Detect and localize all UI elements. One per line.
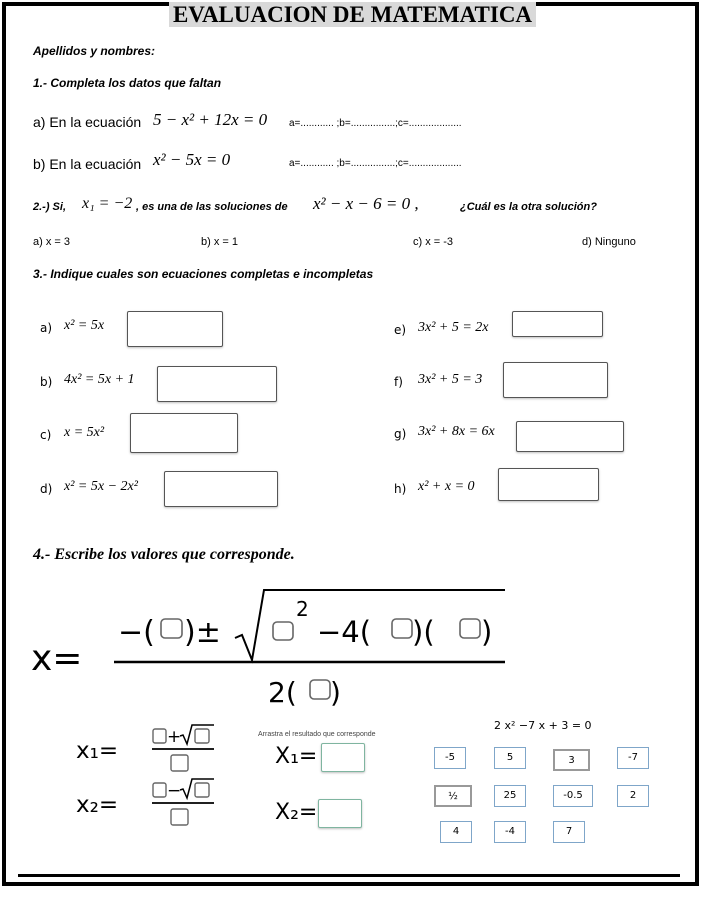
page-title	[0, 2, 705, 28]
q3-item-b-label: b)	[40, 375, 53, 389]
answer-tile[interactable]: ½	[434, 785, 472, 807]
formula-exponent-2: 2	[296, 597, 309, 621]
q3-item-d-label: d)	[40, 482, 53, 496]
svg-text:−: −	[167, 781, 182, 801]
formula-a-box	[392, 619, 412, 638]
q3-item-a-equation: x² = 5x	[64, 318, 105, 333]
X2-answer-label: X₂=	[275, 800, 318, 825]
q3-item-f-label: f)	[394, 375, 403, 389]
q2-option-d[interactable]: d) Ninguno	[582, 236, 636, 248]
q1-a-equation: 5 − x² + 12x = 0	[153, 110, 268, 129]
x1-label: x₁=	[76, 738, 119, 764]
answer-tile[interactable]: -4	[494, 821, 526, 843]
q3-item-h-label: h)	[394, 482, 407, 496]
X1-answer-label: X₁=	[275, 744, 318, 769]
q2-option-c[interactable]: c) x = -3	[413, 236, 454, 248]
q3-item-h-answer-box[interactable]	[498, 468, 599, 501]
svg-text:+: +	[167, 727, 182, 747]
answer-tile[interactable]: -5	[434, 747, 466, 769]
formula-minus-4: −4(	[317, 615, 372, 649]
q3-item-e-answer-box[interactable]	[512, 311, 603, 337]
q1-b-equation: x² − 5x = 0	[153, 150, 231, 169]
q3-item-f-answer-box[interactable]	[503, 362, 608, 398]
formula-close-paren: )	[481, 615, 493, 649]
X2-answer-drop-box[interactable]	[318, 799, 362, 828]
q2-prefix: 2.-) Si,	[33, 201, 67, 213]
target-equation: 2 x² −7 x + 3 = 0	[494, 719, 592, 732]
q2-given: x₁ = −2	[82, 195, 133, 212]
formula-close-pm: )±	[184, 615, 221, 650]
q1-heading: 1.- Completa los datos que faltan	[33, 76, 222, 90]
bottom-rule	[18, 874, 680, 879]
answer-tile[interactable]: 25	[494, 785, 526, 807]
q3-item-e-label: e)	[394, 323, 407, 337]
q3-item-d-equation: x² = 5x − 2x²	[64, 479, 138, 494]
q3-item-b-answer-box[interactable]	[157, 366, 277, 402]
q1-a-fill[interactable]: a=............ ;b=................;c=...................	[289, 118, 462, 129]
q2-question: ¿Cuál es la otra solución?	[460, 201, 597, 213]
formula-denominator-close: )	[330, 676, 341, 709]
formula-mid-paren: )(	[412, 615, 435, 649]
formula-denominator-2: 2(	[268, 676, 297, 709]
x2-fraction	[150, 776, 220, 830]
answer-tile[interactable]: 2	[617, 785, 649, 807]
q2-option-a[interactable]: a) x = 3	[33, 236, 70, 248]
answer-tile[interactable]: 3	[553, 749, 590, 771]
answer-tile[interactable]: 5	[494, 747, 526, 769]
q3-item-c-equation: x = 5x²	[64, 425, 105, 440]
q4-heading: 4.- Escribe los valores que corresponde.	[33, 546, 295, 563]
answer-tile[interactable]: -7	[617, 747, 649, 769]
X1-answer-drop-box[interactable]	[321, 743, 365, 772]
q2-middle: , es una de las soluciones de	[136, 201, 288, 213]
answer-tile[interactable]: 7	[553, 821, 585, 843]
quadratic-formula-x-label: x=	[31, 638, 83, 679]
q1-b-fill[interactable]: a=............ ;b=................;c=...................	[289, 158, 462, 169]
quadratic-formula	[100, 580, 520, 710]
answer-tile[interactable]: -0.5	[553, 785, 593, 807]
x1-fraction	[150, 722, 220, 776]
q3-item-g-label: g)	[394, 427, 407, 441]
q3-item-c-label: c)	[40, 428, 52, 442]
q2-equation: x² − x − 6 = 0 ,	[313, 194, 419, 213]
q3-item-c-answer-box[interactable]	[130, 413, 238, 453]
q3-item-f-equation: 3x² + 5 = 3	[418, 372, 483, 387]
drag-hint: Arrastra el resultado que corresponde	[258, 731, 376, 738]
q3-item-d-answer-box[interactable]	[164, 471, 278, 507]
q3-item-g-answer-box[interactable]	[516, 421, 624, 452]
name-label: Apellidos y nombres:	[33, 44, 156, 58]
answer-tile[interactable]: 4	[440, 821, 472, 843]
q3-item-a-label: a)	[40, 321, 53, 335]
q1-a-label: a) En la ecuación	[33, 114, 142, 130]
formula-b-squared-box	[273, 622, 293, 640]
formula-minus-open: −(	[118, 615, 155, 650]
q3-heading: 3.- Indique cuales son ecuaciones completas e incompletas	[33, 267, 374, 281]
q2-option-b[interactable]: b) x = 1	[201, 236, 238, 248]
q3-item-e-equation: 3x² + 5 = 2x	[418, 320, 489, 335]
q3-item-h-equation: x² + x = 0	[418, 479, 475, 494]
q3-item-g-equation: 3x² + 8x = 6x	[418, 424, 495, 439]
formula-a-denominator-box	[310, 680, 330, 699]
formula-b-box	[161, 619, 182, 638]
q3-item-b-equation: 4x² = 5x + 1	[64, 372, 135, 387]
q1-b-label: b) En la ecuación	[33, 156, 142, 172]
q3-item-a-answer-box[interactable]	[127, 311, 223, 347]
page-title-text: EVALUACION DE MATEMATICA	[169, 2, 536, 27]
formula-c-box	[460, 619, 480, 638]
x2-label: x₂=	[76, 792, 119, 818]
